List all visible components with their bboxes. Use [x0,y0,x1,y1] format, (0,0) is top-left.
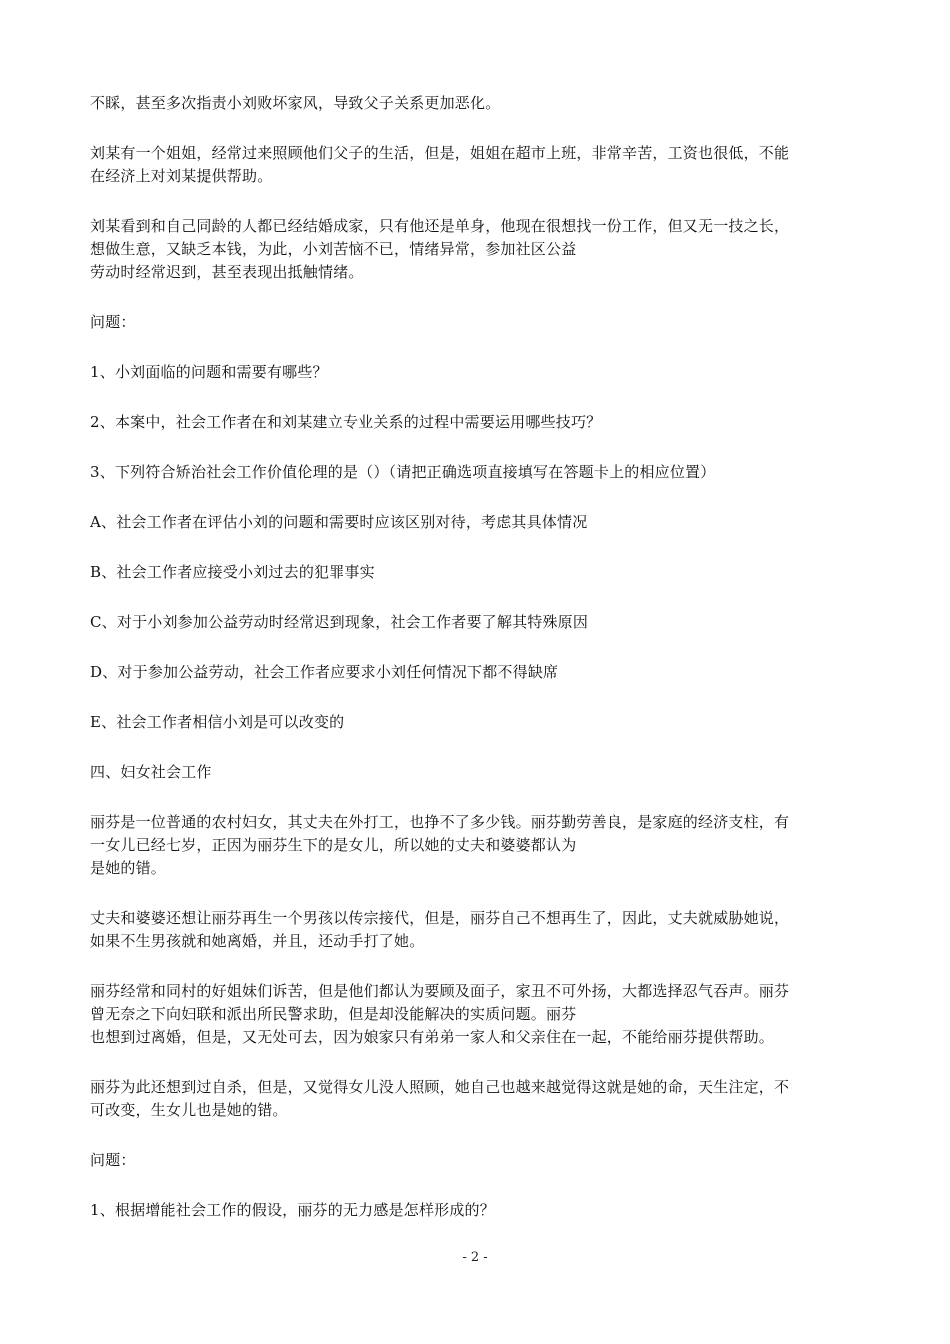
paragraph-gap [90,1122,862,1149]
paragraph-gap [90,880,862,907]
page-number: - 2 - [462,1250,488,1265]
text-line: 不睬，甚至多次指责小刘败坏家风，导致父子关系更加恶化。 [90,94,501,112]
text-line: 在经济上对刘某提供帮助。 [90,167,273,185]
text-line: 刘某有一个姐姐，经常过来照顾他们父子的生活，但是，姐姐在超市上班，非常辛苦，工资也很低，不能 [90,144,790,162]
text-line: A、社会工作者在评估小刘的问题和需要时应该区别对待，考虑其具体情况 [90,513,588,531]
text-line: 问题： [90,1151,136,1169]
paragraph-gap [90,188,862,215]
text-line: B、社会工作者应接受小刘过去的犯罪事实 [90,563,375,581]
paragraph [90,1076,862,1122]
paragraph [90,311,862,334]
text-line: 问题： [90,313,136,331]
paragraph [90,561,862,584]
paragraph-gap [90,684,862,711]
paragraph-gap [90,584,862,611]
paragraph [90,661,862,684]
text-line: 一女儿已经七岁，正因为丽芬生下的是女儿，所以她的丈夫和婆婆都认为 [90,836,577,854]
paragraph [90,411,862,434]
paragraph [90,811,862,880]
paragraph-gap [90,484,862,511]
paragraph-gap [90,953,862,980]
text-line: 丈夫和婆婆还想让丽芬再生一个男孩以传宗接代，但是，丽芬自己不想再生了，因此，丈夫就威胁她说， [90,909,790,927]
text-line: D、对于参加公益劳动，社会工作者应要求小刘任何情况下都不得缺席 [90,663,559,681]
text-line: E、社会工作者相信小刘是可以改变的 [90,713,345,731]
text-line: 1、小刘面临的问题和需要有哪些？ [90,363,328,381]
paragraph-gap [90,384,862,411]
text-line: 丽芬经常和同村的好姐妹们诉苦，但是他们都认为要顾及面子，家丑不可外扬，大都选择忍气吞声。丽芬 [90,982,790,1000]
paragraph-gap [90,734,862,761]
text-line: 2、本案中，社会工作者在和刘某建立专业关系的过程中需要运用哪些技巧？ [90,413,602,431]
paragraph [90,611,862,634]
paragraph-gap [90,284,862,311]
paragraph-gap [90,634,862,661]
paragraph [90,907,862,953]
paragraph-gap [90,115,862,142]
paragraph-gap [90,534,862,561]
paragraph [90,980,862,1049]
text-line: 可改变，生女儿也是她的错。 [90,1101,288,1119]
paragraph [90,711,862,734]
paragraph [90,461,862,484]
text-line: 是她的错。 [90,859,167,877]
paragraph [90,361,862,384]
text-line: 想做生意，又缺乏本钱，为此，小刘苦恼不已，情绪异常，参加社区公益 [90,240,577,258]
paragraph-gap [90,784,862,811]
text-line: 刘某看到和自己同龄的人都已经结婚成家，只有他还是单身，他现在很想找一份工作，但又无一技之长， [90,217,790,235]
paragraph-gap [90,334,862,361]
paragraph [90,761,862,784]
text-line: 四、妇女社会工作 [90,763,212,781]
text-line: 3、下列符合矫治社会工作价值伦理的是（）（请把正确选项直接填写在答题卡上的相应位置） [90,463,716,481]
text-line: 丽芬为此还想到过自杀，但是，又觉得女儿没人照顾，她自己也越来越觉得这就是她的命，天生注定，不 [90,1078,790,1096]
text-line: 劳动时经常迟到，甚至表现出抵触情绪。 [90,263,364,281]
document-body [90,92,862,1222]
paragraph-gap [90,434,862,461]
paragraph [90,92,862,115]
paragraph [90,1149,862,1172]
paragraph-gap [90,1049,862,1076]
paragraph [90,215,862,284]
text-line: 如果不生男孩就和她离婚，并且，还动手打了她。 [90,932,425,950]
text-line: 曾无奈之下向妇联和派出所民警求助，但是却没能解决的实质问题。丽芬 [90,1005,577,1023]
paragraph-gap [90,1172,862,1199]
paragraph [90,511,862,534]
paragraph [90,1199,862,1222]
text-line: C、对于小刘参加公益劳动时经常迟到现象，社会工作者要了解其特殊原因 [90,613,589,631]
paragraph [90,142,862,188]
text-line: 丽芬是一位普通的农村妇女，其丈夫在外打工，也挣不了多少钱。丽芬勤劳善良，是家庭的经济支柱，有 [90,813,790,831]
text-line: 1、根据增能社会工作的假设，丽芬的无力感是怎样形成的？ [90,1201,495,1219]
text-line: 也想到过离婚，但是，又无处可去，因为娘家只有弟弟一家人和父亲住在一起，不能给丽芬提供帮助。 [90,1028,775,1046]
